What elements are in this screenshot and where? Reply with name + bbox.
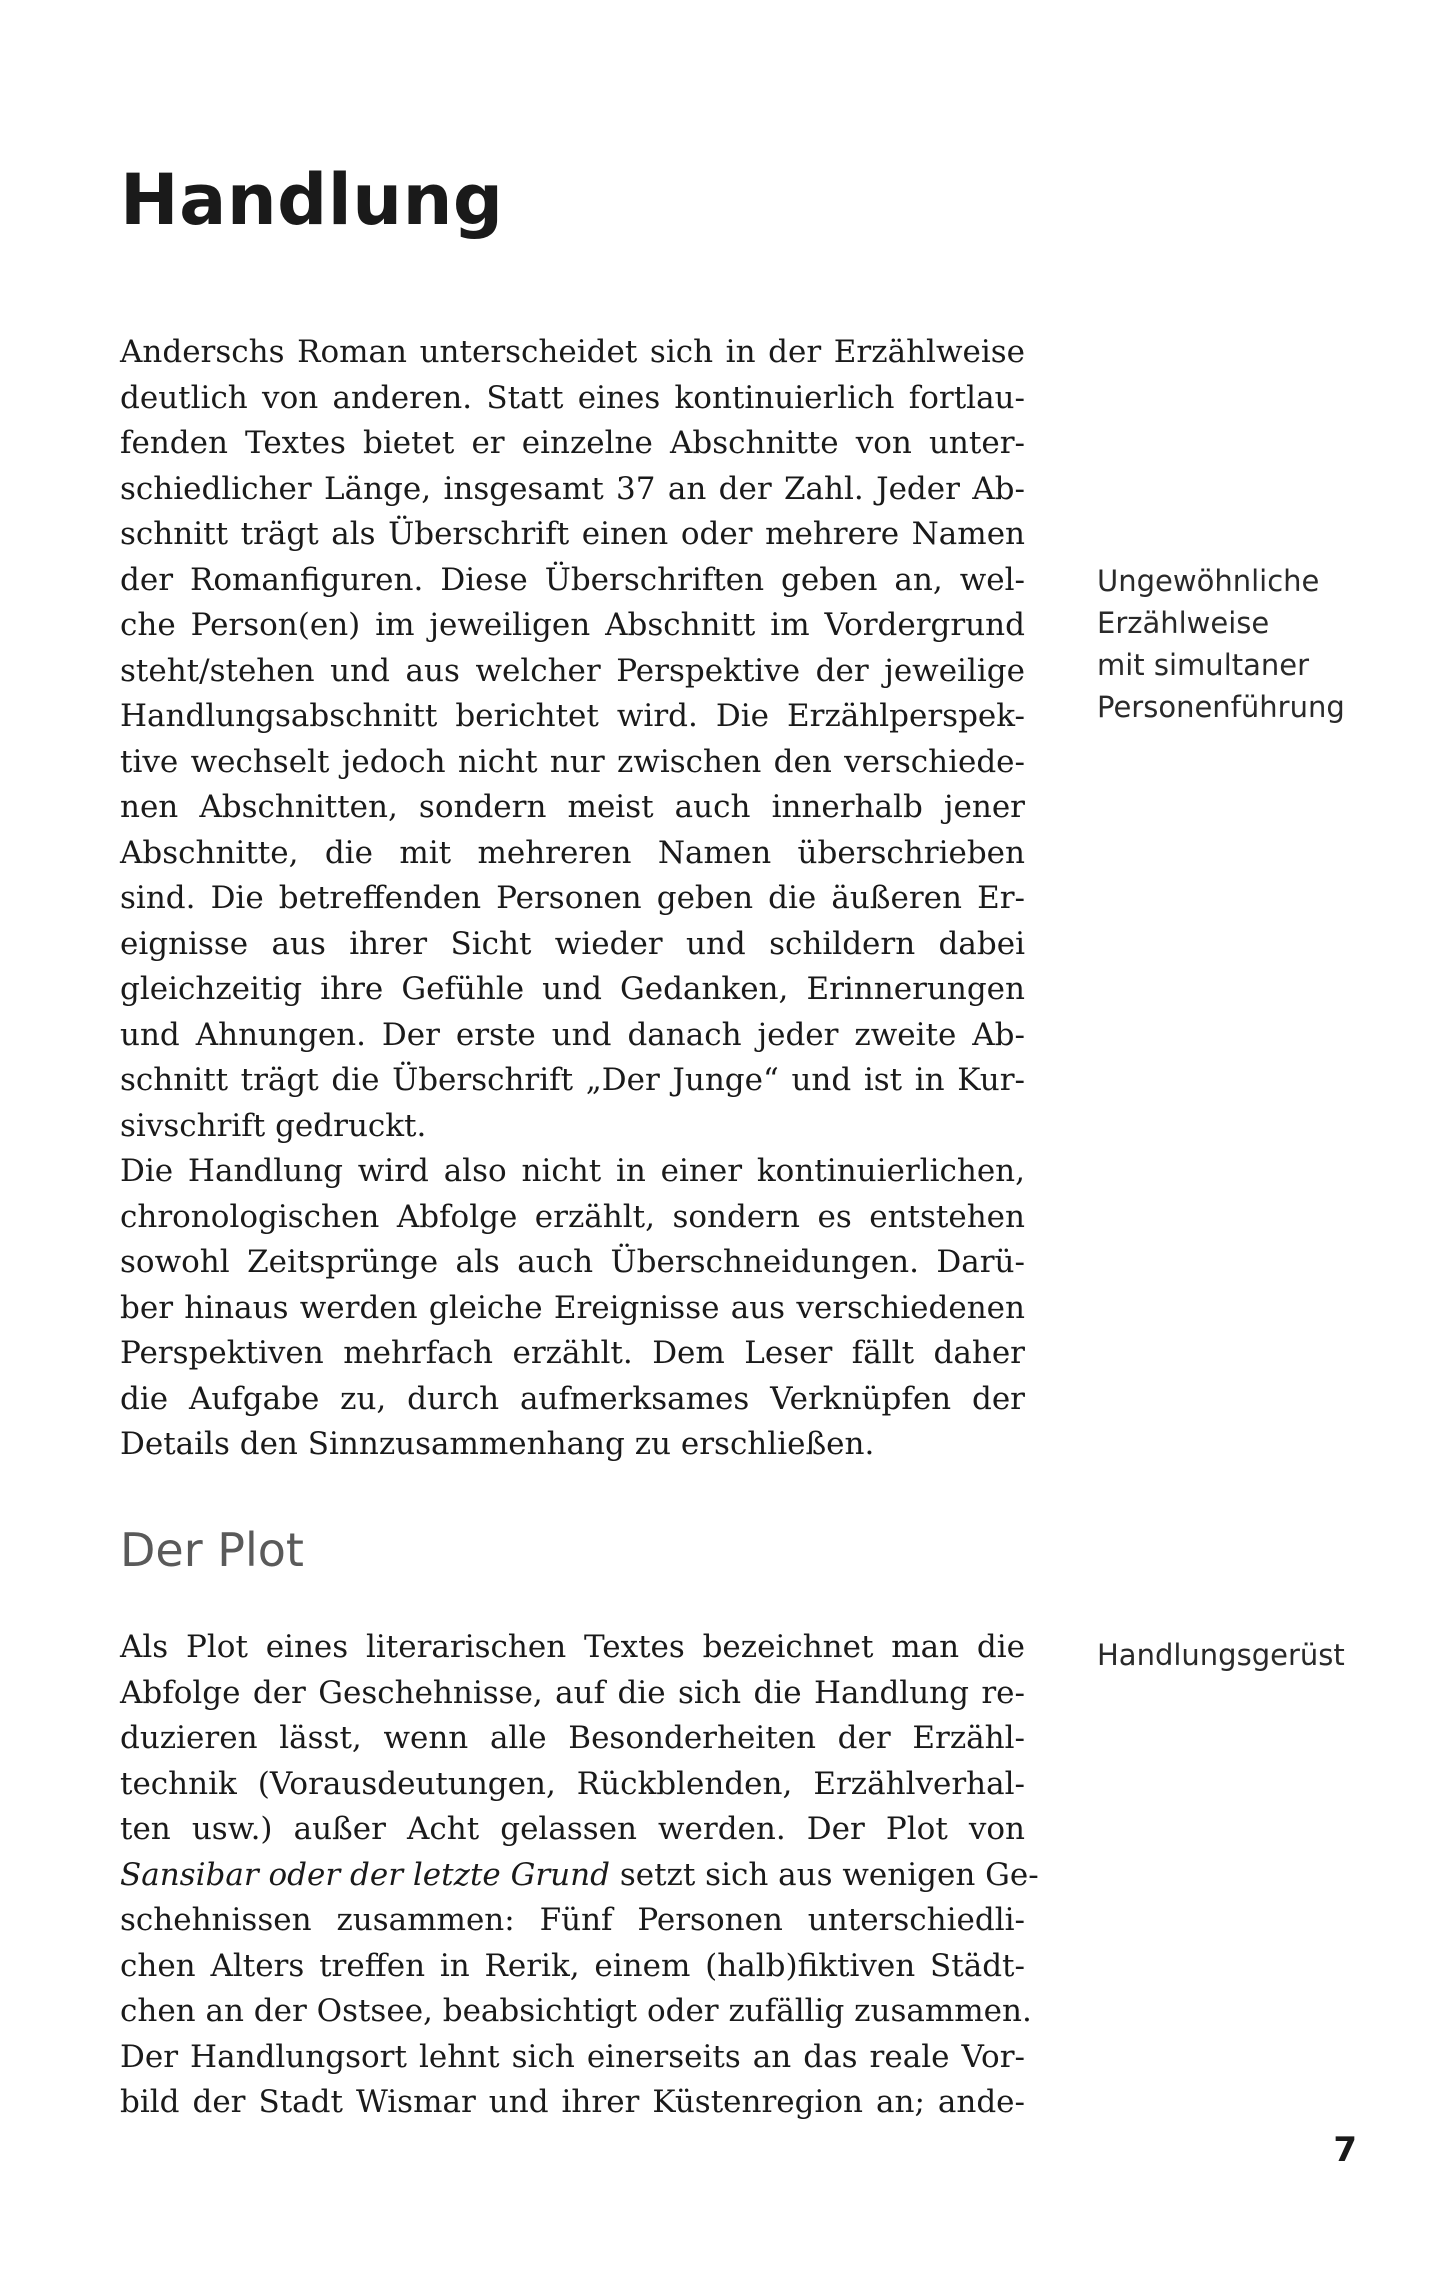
text-line: Abfolge der Geschehnisse, auf die sich die Handlung re-	[120, 1674, 1025, 1711]
margin-note	[1097, 560, 1417, 728]
text-line: schehnissen zusammen: Fünf Personen unterschiedli-	[120, 1902, 1025, 1938]
text-line: sowohl Zeitsprünge als auch Überschneidungen. Darü-	[120, 1244, 1025, 1280]
margin-note-line: mit simultaner	[1097, 648, 1310, 682]
text-line: Als Plot eines literarischen Textes bezeichnet man die	[120, 1629, 1025, 1665]
chapter-title: Handlung	[120, 159, 504, 241]
margin-note-line: Personenführung	[1097, 690, 1345, 724]
text-line: Details den Sinnzusammenhang zu erschließen.	[120, 1426, 875, 1462]
text-line: Handlungsabschnitt berichtet wird. Die Erzählperspek-	[120, 698, 1025, 734]
text-line: eignisse aus ihrer Sicht wieder und schildern dabei	[120, 925, 1025, 962]
margin-note-line: Erzählweise	[1097, 606, 1270, 640]
text-line: chen an der Ostsee, beabsichtigt oder zufällig zusammen.	[120, 1993, 1032, 2029]
text-line: gleichzeitig ihre Gefühle und Gedanken, Erinnerungen	[120, 971, 1025, 1007]
margin-note	[1097, 1634, 1417, 1676]
text-fragment: setzt sich aus wenigen Ge-	[609, 1856, 1039, 1893]
text-line: sivschrift gedruckt.	[120, 1107, 427, 1144]
text-line-with-title	[120, 1853, 1039, 1899]
text-line: Abschnitte, die mit mehreren Namen überschrieben	[120, 834, 1025, 871]
text-line: nen Abschnitten, sondern meist auch innerhalb jener	[120, 789, 1025, 825]
body-text-block	[120, 1625, 1039, 2126]
paragraph	[120, 330, 1025, 1149]
paragraph	[120, 1149, 1025, 1468]
text-line: technik (Vorausdeutungen, Rückblenden, Erzählverhal-	[120, 1765, 1025, 1802]
text-line: schnitt trägt als Überschrift einen oder mehrere Namen	[120, 516, 1025, 552]
text-line: ten usw.) außer Acht gelassen werden. Der Plot von	[120, 1811, 1025, 1847]
text-line: fenden Textes bietet er einzelne Abschnitte von unter-	[120, 425, 1025, 461]
text-line: und Ahnungen. Der erste und danach jeder zweite Ab-	[120, 1016, 1025, 1053]
text-line: der Romanfiguren. Diese Überschriften geben an, wel-	[120, 561, 1025, 598]
text-line: Perspektiven mehrfach erzählt. Dem Leser fällt daher	[120, 1335, 1025, 1371]
margin-note-line: Ungewöhnliche	[1097, 564, 1320, 598]
margin-note-line: Handlungsgerüst	[1097, 1638, 1345, 1672]
text-line: die Aufgabe zu, durch aufmerksames Verknüpfen der	[120, 1380, 1025, 1417]
text-line: che Person(en) im jeweiligen Abschnitt im Vordergrund	[120, 607, 1025, 643]
text-line: Die Handlung wird also nicht in einer kontinuierlichen,	[120, 1153, 1025, 1189]
text-line: Anderschs Roman unterscheidet sich in der Erzählweise	[120, 334, 1025, 370]
text-line: tive wechselt jedoch nicht nur zwischen den verschiede-	[120, 743, 1025, 780]
body-text-block	[120, 330, 1025, 1468]
paragraph	[120, 1625, 1039, 2126]
text-line: chen Alters treffen in Rerik, einem (halb)fiktiven Städt-	[120, 1947, 1025, 1984]
page-number: 7	[1333, 2130, 1357, 2170]
text-line: Der Handlungsort lehnt sich einerseits an das reale Vor-	[120, 2038, 1025, 2075]
text-line: sind. Die betreffenden Personen geben die äußeren Er-	[120, 880, 1025, 916]
book-title-italic: Sansibar oder der letzte Grund	[120, 1856, 610, 1893]
text-line: duzieren lässt, wenn alle Besonderheiten der Erzähl-	[120, 1720, 1025, 1756]
section-title: Der Plot	[120, 1523, 304, 1577]
text-line: steht/stehen und aus welcher Perspektive der jeweilige	[120, 652, 1025, 689]
text-line: deutlich von anderen. Statt eines kontinuierlich fortlau-	[120, 379, 1025, 416]
text-line: bild der Stadt Wismar und ihrer Küstenregion an; ande-	[120, 2084, 1025, 2120]
text-line: ber hinaus werden gleiche Ereignisse aus verschiedenen	[120, 1289, 1025, 1326]
text-line: chronologischen Abfolge erzählt, sondern es entstehen	[120, 1198, 1025, 1235]
text-line: schiedlicher Länge, insgesamt 37 an der Zahl. Jeder Ab-	[120, 470, 1025, 507]
text-line: schnitt trägt die Überschrift „Der Junge“ und ist in Kur-	[120, 1062, 1025, 1098]
